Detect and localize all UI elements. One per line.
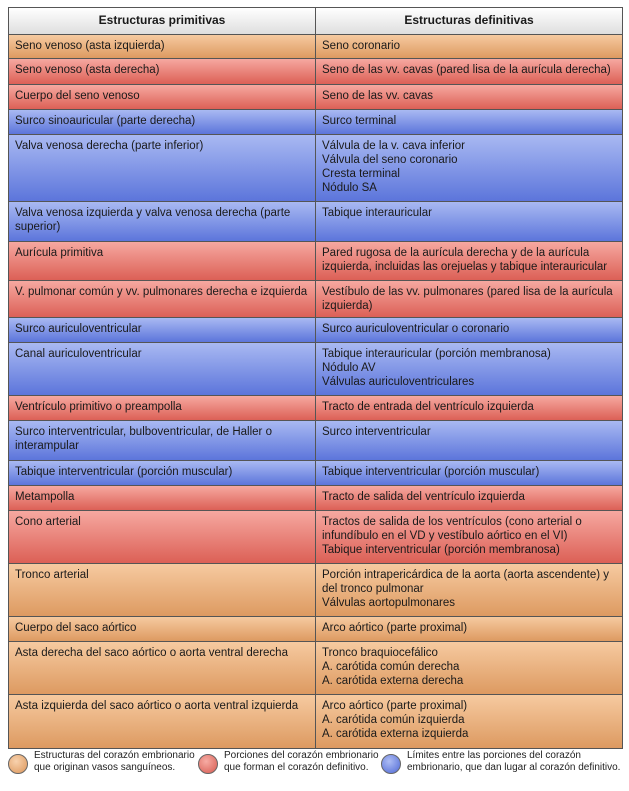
table-header-row bbox=[9, 8, 623, 35]
cell-text: Válvula de la v. cava inferior bbox=[322, 140, 465, 152]
cell-text: Porción intrapericárdica de la aorta (aorta ascendente) y del tronco pulmonar bbox=[322, 569, 610, 595]
cell-text: Seno venoso (asta izquierda) bbox=[15, 40, 165, 52]
primitive-structure-cell bbox=[9, 35, 316, 59]
table-row bbox=[9, 242, 623, 281]
primitive-structure-cell bbox=[9, 617, 316, 642]
table-row bbox=[9, 642, 623, 695]
cell-text: A. carótida común derecha bbox=[322, 661, 460, 673]
table-row bbox=[9, 202, 623, 242]
definitive-structure-cell bbox=[316, 421, 623, 461]
legend-line: embrionario, que dan lugar al corazón definitivo. bbox=[407, 762, 621, 773]
definitive-structure-cell bbox=[316, 281, 623, 318]
primitive-structure-cell bbox=[9, 695, 316, 749]
legend-item-orange bbox=[8, 750, 195, 774]
primitive-structure-cell bbox=[9, 421, 316, 461]
definitive-structure-cell bbox=[316, 461, 623, 486]
table-row bbox=[9, 617, 623, 642]
cell-text: Seno de las vv. cavas bbox=[322, 90, 434, 102]
table-row bbox=[9, 396, 623, 421]
legend-line: que forman el corazón definitivo. bbox=[224, 762, 369, 773]
definitive-structure-cell bbox=[316, 202, 623, 242]
legend-label bbox=[407, 750, 620, 774]
cell-text: Válvula del seno coronario bbox=[322, 154, 458, 166]
cell-text: Asta derecha del saco aórtico o aorta ventral derecha bbox=[15, 647, 288, 659]
cell-text: Tronco arterial bbox=[15, 569, 89, 581]
definitive-structure-cell bbox=[316, 242, 623, 281]
cell-text: Surco terminal bbox=[322, 115, 397, 127]
definitive-structure-cell bbox=[316, 642, 623, 695]
table-row bbox=[9, 85, 623, 110]
cell-text: A. carótida común izquierda bbox=[322, 714, 465, 726]
cell-text: Aurícula primitiva bbox=[15, 247, 104, 259]
structures-table bbox=[8, 7, 623, 749]
cell-text: Cono arterial bbox=[15, 516, 81, 528]
table-body bbox=[9, 35, 623, 749]
definitive-structure-cell bbox=[316, 135, 623, 202]
cell-text: Tracto de salida del ventrículo izquierda bbox=[322, 491, 525, 503]
cell-text: Tabique interventricular (porción muscular) bbox=[322, 466, 540, 478]
definitive-structure-cell bbox=[316, 59, 623, 85]
primitive-structure-cell bbox=[9, 242, 316, 281]
definitive-structure-cell bbox=[316, 695, 623, 749]
cell-text: Arco aórtico (parte proximal) bbox=[322, 700, 468, 712]
legend-line: que originan vasos sanguíneos. bbox=[34, 762, 176, 773]
primitive-structure-cell bbox=[9, 85, 316, 110]
header-definitive: Estructuras definitivas bbox=[316, 8, 623, 35]
table-row bbox=[9, 59, 623, 85]
cell-text: Cuerpo del saco aórtico bbox=[15, 622, 137, 634]
cell-text: Pared rugosa de la aurícula derecha y de la aurícula izquierda, incluidas las orejuelas y tabique interauricular bbox=[322, 247, 608, 273]
cell-text: Seno de las vv. cavas (pared lisa de la aurícula derecha) bbox=[322, 64, 611, 76]
cell-text: Tronco braquiocefálico bbox=[322, 647, 438, 659]
legend-line: Límites entre las porciones del corazón bbox=[407, 750, 581, 761]
table-row bbox=[9, 511, 623, 564]
cell-text: Canal auriculoventricular bbox=[15, 348, 142, 360]
cell-text: Tabique interventricular (porción membranosa) bbox=[322, 544, 560, 556]
legend-line: Porciones del corazón embrionario bbox=[224, 750, 379, 761]
cell-text: Cresta terminal bbox=[322, 168, 400, 180]
primitive-structure-cell bbox=[9, 511, 316, 564]
cell-text: Surco auriculoventricular o coronario bbox=[322, 323, 510, 335]
legend-item-red bbox=[198, 750, 379, 774]
cell-text: Tabique interauricular bbox=[322, 207, 432, 219]
cell-text: Nódulo SA bbox=[322, 182, 377, 194]
definitive-structure-cell bbox=[316, 35, 623, 59]
table-row bbox=[9, 461, 623, 486]
cell-text: Seno venoso (asta derecha) bbox=[15, 64, 160, 76]
table-row bbox=[9, 35, 623, 59]
primitive-structure-cell bbox=[9, 59, 316, 85]
definitive-structure-cell bbox=[316, 564, 623, 617]
definitive-structure-cell bbox=[316, 318, 623, 343]
cell-text: A. carótida externa derecha bbox=[322, 675, 464, 687]
header-primitive: Estructuras primitivas bbox=[9, 8, 316, 35]
legend-label bbox=[224, 750, 379, 774]
primitive-structure-cell bbox=[9, 396, 316, 421]
cell-text: Valva venosa izquierda y valva venosa derecha (parte superior) bbox=[15, 207, 291, 233]
cell-text: Asta izquierda del saco aórtico o aorta ventral izquierda bbox=[15, 700, 299, 712]
cell-text: Ventrículo primitivo o preampolla bbox=[15, 401, 182, 413]
primitive-structure-cell bbox=[9, 281, 316, 318]
cell-text: Tractos de salida de los ventrículos (cono arterial o infundíbulo en el VD y vestíbulo aórtico en el VI) bbox=[322, 516, 582, 542]
cell-text: Tabique interauricular (porción membranosa) bbox=[322, 348, 551, 360]
definitive-structure-cell bbox=[316, 85, 623, 110]
definitive-structure-cell bbox=[316, 110, 623, 135]
cell-text: Surco interventricular, bulboventricular, de Haller o interampular bbox=[15, 426, 272, 452]
primitive-structure-cell bbox=[9, 202, 316, 242]
blue-circle-icon bbox=[381, 754, 401, 774]
cell-text: Tracto de entrada del ventrículo izquierda bbox=[322, 401, 534, 413]
definitive-structure-cell bbox=[316, 343, 623, 396]
primitive-structure-cell bbox=[9, 318, 316, 343]
primitive-structure-cell bbox=[9, 486, 316, 511]
primitive-structure-cell bbox=[9, 642, 316, 695]
table-row bbox=[9, 110, 623, 135]
cell-text: Tabique interventricular (porción muscular) bbox=[15, 466, 233, 478]
cell-text: Surco interventricular bbox=[322, 426, 431, 438]
primitive-structure-cell bbox=[9, 461, 316, 486]
cell-text: Surco auriculoventricular bbox=[15, 323, 142, 335]
table-row bbox=[9, 135, 623, 202]
cell-text: Vestíbulo de las vv. pulmonares (pared lisa de la aurícula izquierda) bbox=[322, 286, 613, 312]
cell-text: Surco sinoauricular (parte derecha) bbox=[15, 115, 196, 127]
table-row bbox=[9, 695, 623, 749]
table-row bbox=[9, 318, 623, 343]
red-circle-icon bbox=[198, 754, 218, 774]
definitive-structure-cell bbox=[316, 486, 623, 511]
cell-text: V. pulmonar común y vv. pulmonares derecha e izquierda bbox=[15, 286, 308, 298]
legend-item-blue bbox=[381, 750, 620, 774]
table-row bbox=[9, 564, 623, 617]
table-row bbox=[9, 343, 623, 396]
orange-circle-icon bbox=[8, 754, 28, 774]
cell-text: A. carótida externa izquierda bbox=[322, 728, 469, 740]
primitive-structure-cell bbox=[9, 564, 316, 617]
legend bbox=[8, 750, 622, 784]
cell-text: Válvulas aortopulmonares bbox=[322, 597, 455, 609]
table-row bbox=[9, 281, 623, 318]
definitive-structure-cell bbox=[316, 511, 623, 564]
cell-text: Seno coronario bbox=[322, 40, 400, 52]
cell-text: Valva venosa derecha (parte inferior) bbox=[15, 140, 204, 152]
table-row bbox=[9, 421, 623, 461]
legend-label bbox=[34, 750, 195, 774]
cell-text: Nódulo AV bbox=[322, 362, 376, 374]
cell-text: Arco aórtico (parte proximal) bbox=[322, 622, 468, 634]
definitive-structure-cell bbox=[316, 617, 623, 642]
definitive-structure-cell bbox=[316, 396, 623, 421]
primitive-structure-cell bbox=[9, 343, 316, 396]
cell-text: Metampolla bbox=[15, 491, 75, 503]
table-row bbox=[9, 486, 623, 511]
cell-text: Cuerpo del seno venoso bbox=[15, 90, 140, 102]
legend-line: Estructuras del corazón embrionario bbox=[34, 750, 195, 761]
primitive-structure-cell bbox=[9, 135, 316, 202]
cell-text: Válvulas auriculoventriculares bbox=[322, 376, 475, 388]
primitive-structure-cell bbox=[9, 110, 316, 135]
